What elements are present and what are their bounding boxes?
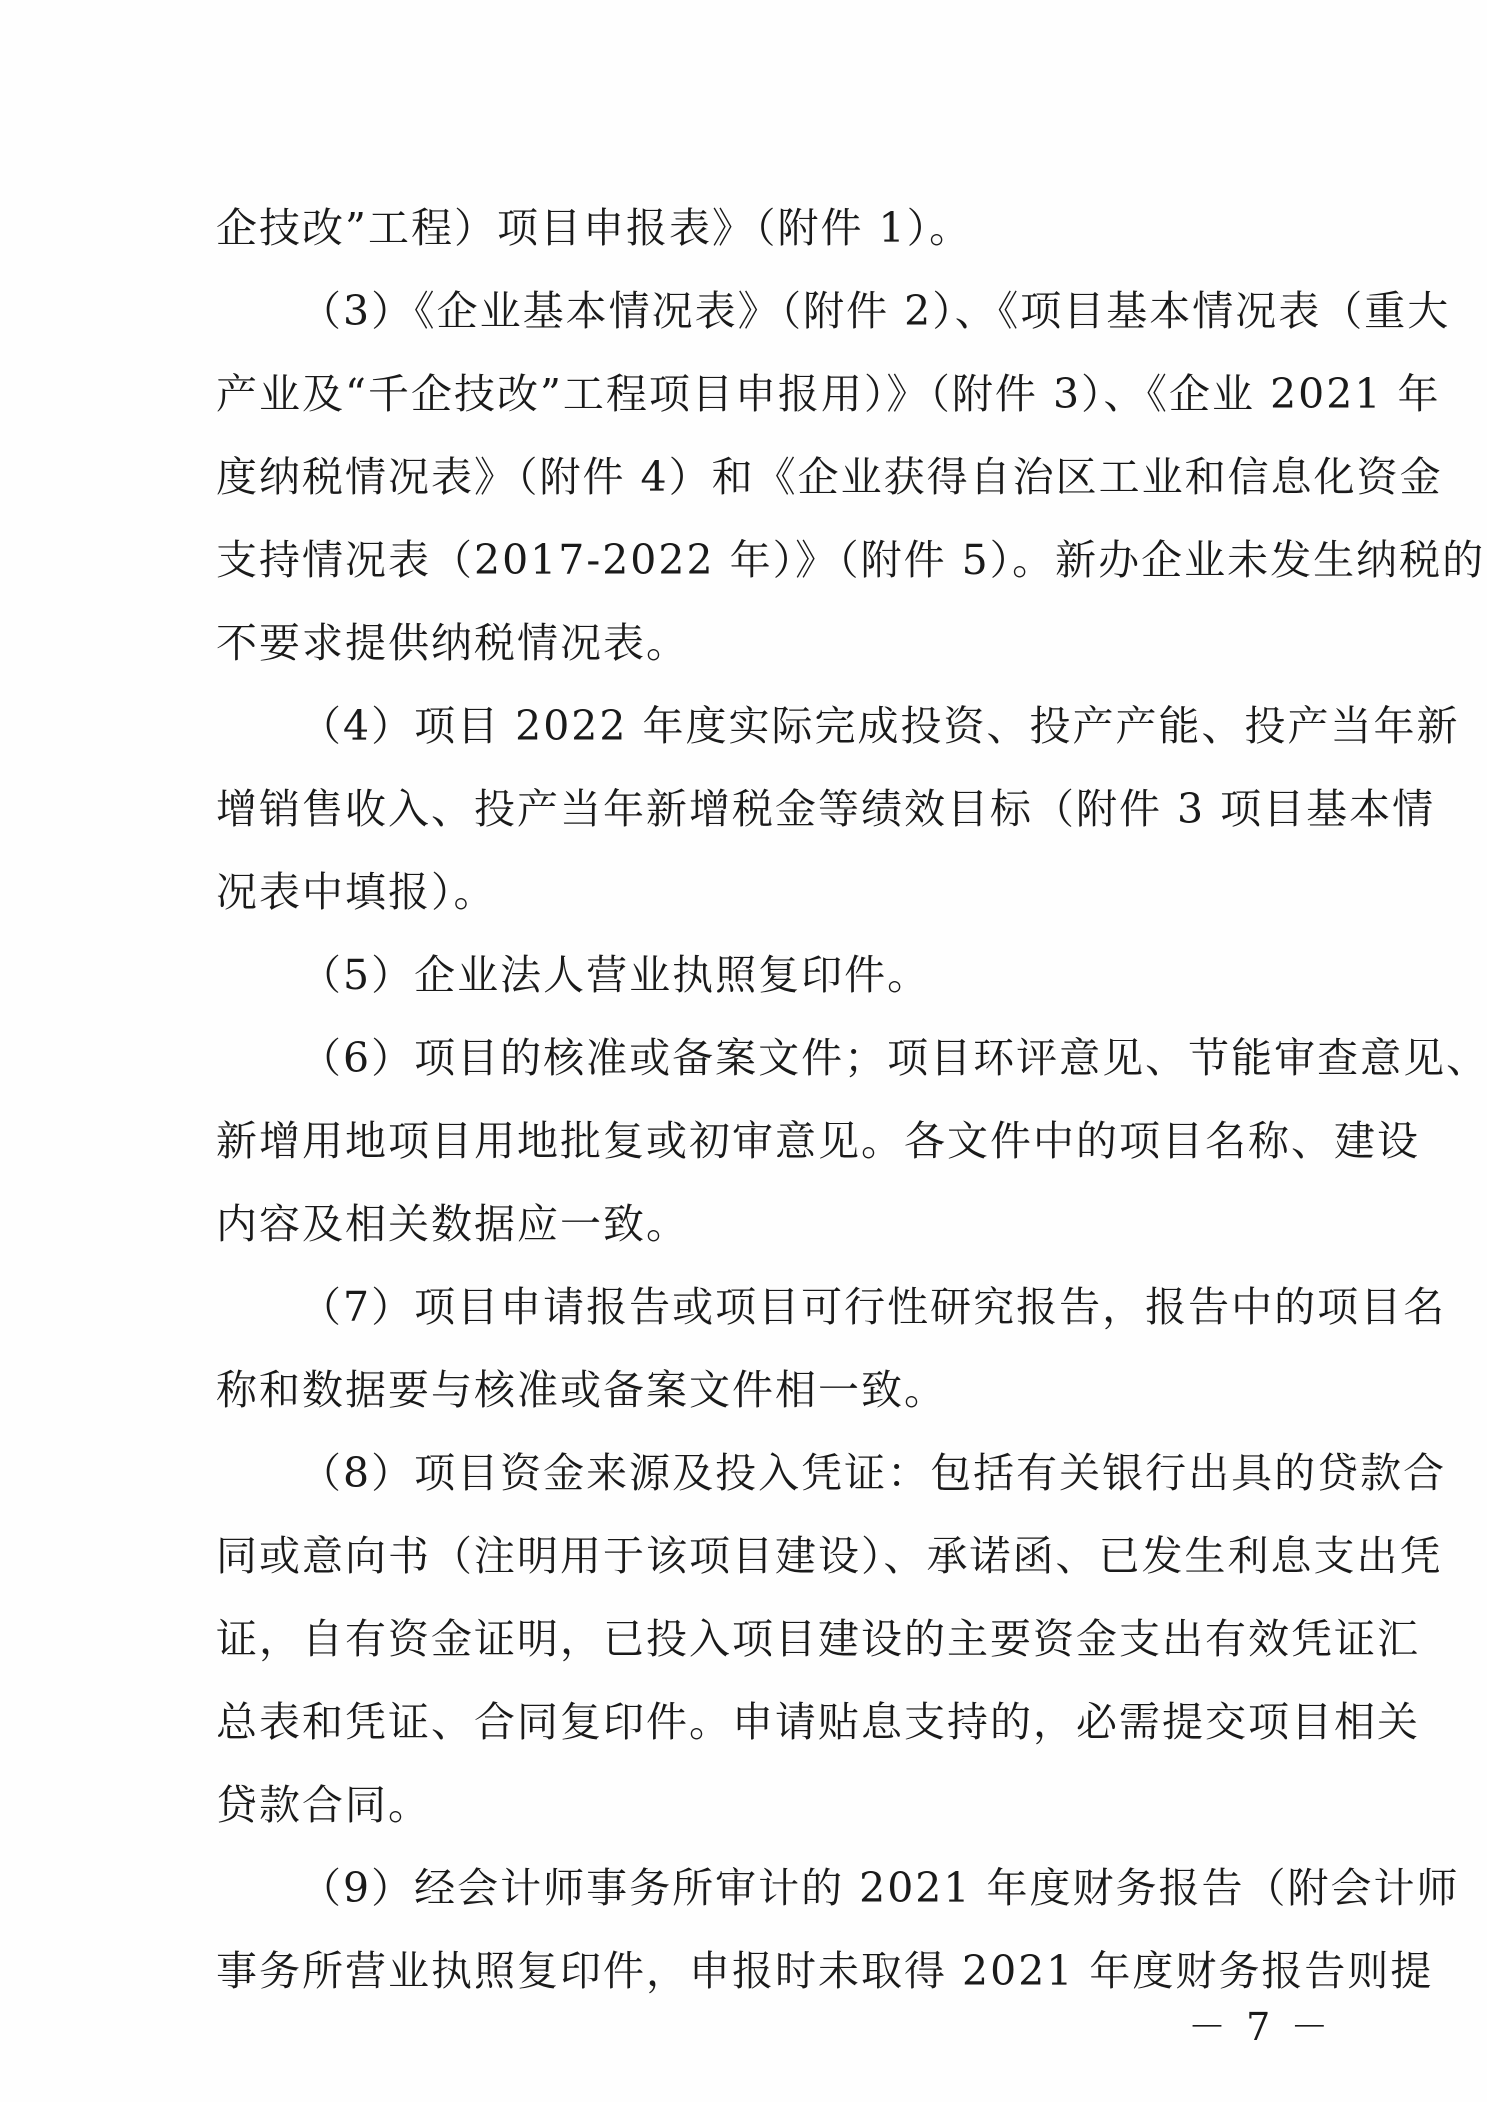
text-line: 增销售收入、投产当年新增税金等绩效目标（附件 3 项目基本情 xyxy=(216,785,1436,833)
text-line: 贷款合同。 xyxy=(216,1781,431,1829)
text-line: 事务所营业执照复印件，申报时未取得 2021 年度财务报告则提 xyxy=(216,1947,1434,1995)
text-line: （5）企业法人营业执照复印件。 xyxy=(300,951,931,999)
text-line: 支持情况表（2017-2022 年）》（附件 5）。新办企业未发生纳税的 xyxy=(216,536,1486,584)
text-line: 证，自有资金证明，已投入项目建设的主要资金支出有效凭证汇 xyxy=(216,1615,1420,1663)
page-number: － 7 － xyxy=(1188,2005,1333,2049)
text-line: （9）经会计师事务所审计的 2021 年度财务报告（附会计师 xyxy=(300,1864,1460,1912)
text-line: 总表和凭证、合同复印件。申请贴息支持的，必需提交项目相关 xyxy=(216,1698,1420,1746)
text-line: （7）项目申请报告或项目可行性研究报告，报告中的项目名 xyxy=(300,1283,1447,1331)
text-line: （6）项目的核准或备案文件；项目环评意见、节能审查意见、 xyxy=(300,1034,1489,1082)
text-line: （3）《企业基本情况表》（附件 2）、《项目基本情况表（重大 xyxy=(300,287,1451,335)
text-line: 内容及相关数据应一致。 xyxy=(216,1200,689,1248)
text-line: 企技改”工程）项目申报表》（附件 1）。 xyxy=(216,204,973,252)
text-line: 况表中填报）。 xyxy=(216,868,497,916)
text-line: （8）项目资金来源及投入凭证：包括有关银行出具的贷款合 xyxy=(300,1449,1447,1497)
text-line: 度纳税情况表》（附件 4）和《企业获得自治区工业和信息化资金 xyxy=(216,453,1443,501)
text-line: 不要求提供纳税情况表。 xyxy=(216,619,689,667)
text-line: 新增用地项目用地批复或初审意见。各文件中的项目名称、建设 xyxy=(216,1117,1420,1165)
text-line: 称和数据要与核准或备案文件相一致。 xyxy=(216,1366,947,1414)
text-line: 产业及“千企技改”工程项目申报用）》（附件 3）、《企业 2021 年 xyxy=(216,370,1441,418)
text-line: 同或意向书（注明用于该项目建设）、承诺函、已发生利息支出凭 xyxy=(216,1532,1443,1580)
text-line: （4）项目 2022 年度实际完成投资、投产产能、投产当年新 xyxy=(300,702,1460,750)
